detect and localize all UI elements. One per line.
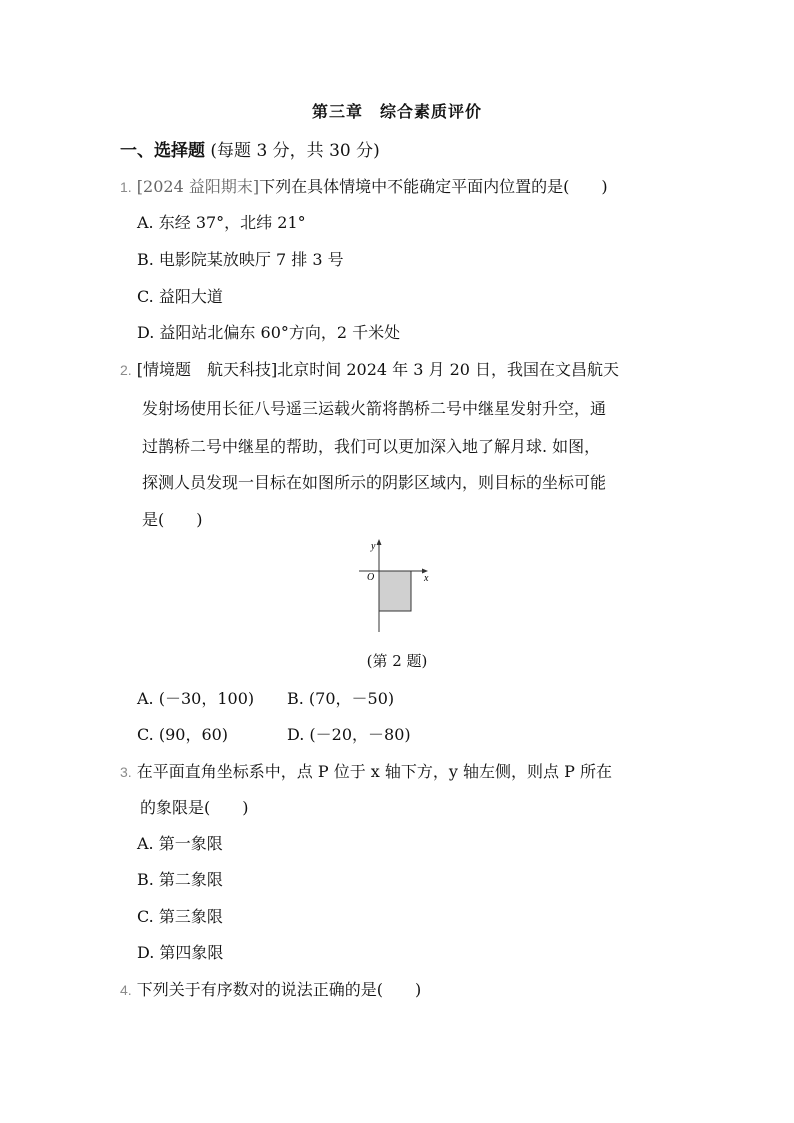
question-2-line-1 [120, 357, 619, 380]
page-title: 第三章 综合素质评价 [311, 102, 482, 121]
option-a: A. 第一象限 [137, 834, 223, 853]
figure-caption: (第 2 题) [366, 652, 428, 670]
question-2-line-3: 过鹊桥二号中继星的帮助，我们可以更加深入地了解月球. 如图， [142, 437, 601, 456]
question-text: 下列在具体情境中不能确定平面内位置的是( ) [259, 177, 608, 196]
section-heading [120, 136, 380, 161]
question-text: 在平面直角坐标系中，点 P 位于 x 轴下方，y 轴左侧，则点 P 所在 [136, 762, 612, 781]
option-c: C. (90，60) [137, 725, 229, 744]
question-text: 下列关于有序数对的说法正确的是( ) [136, 980, 422, 999]
question-number: 1. [120, 179, 132, 195]
question-2-line-5: 是( ) [142, 510, 203, 529]
option-d: D. (－20，－80) [287, 725, 411, 744]
question-2-line-2: 发射场使用长征八号遥三运载火箭将鹊桥二号中继星发射升空，通 [142, 399, 607, 418]
y-axis-label: y [371, 541, 376, 552]
option-a: A. 东经 37°，北纬 21° [137, 213, 306, 232]
question-number: 2. [120, 362, 132, 378]
option-b: B. 电影院某放映厅 7 排 3 号 [137, 250, 344, 269]
option-c: C. 第三象限 [137, 907, 223, 926]
question-3-line-2: 的象限是( ) [140, 798, 249, 817]
question-3-line-1 [120, 759, 612, 782]
option-b: B. (70，－50) [287, 689, 395, 708]
option-d: D. 第四象限 [137, 943, 224, 962]
section-heading-label: 一、选择题 [120, 141, 205, 161]
question-1-stem [120, 174, 608, 197]
shaded-region [379, 571, 411, 611]
option-d: D. 益阳站北偏东 60°方向，2 千米处 [137, 323, 401, 342]
option-b: B. 第二象限 [137, 870, 223, 889]
question-number: 3. [120, 764, 132, 780]
question-4-stem [120, 977, 421, 1000]
question-number: 4. [120, 982, 132, 998]
question-text: [情境题 航天科技]北京时间 2024 年 3 月 20 日，我国在文昌航天 [136, 360, 620, 379]
origin-label: O [367, 572, 375, 583]
y-axis-arrow [377, 539, 382, 545]
question-2-line-4: 探测人员发现一目标在如图所示的阴影区域内，则目标的坐标可能 [142, 473, 607, 492]
x-axis-label: x [424, 573, 429, 584]
coordinate-figure [355, 538, 440, 636]
section-heading-note: (每题 3 分，共 30 分) [210, 141, 380, 161]
question-source: [2024 益阳期末] [136, 177, 260, 196]
option-c: C. 益阳大道 [137, 287, 223, 306]
option-a: A. (－30，100) [137, 689, 255, 708]
